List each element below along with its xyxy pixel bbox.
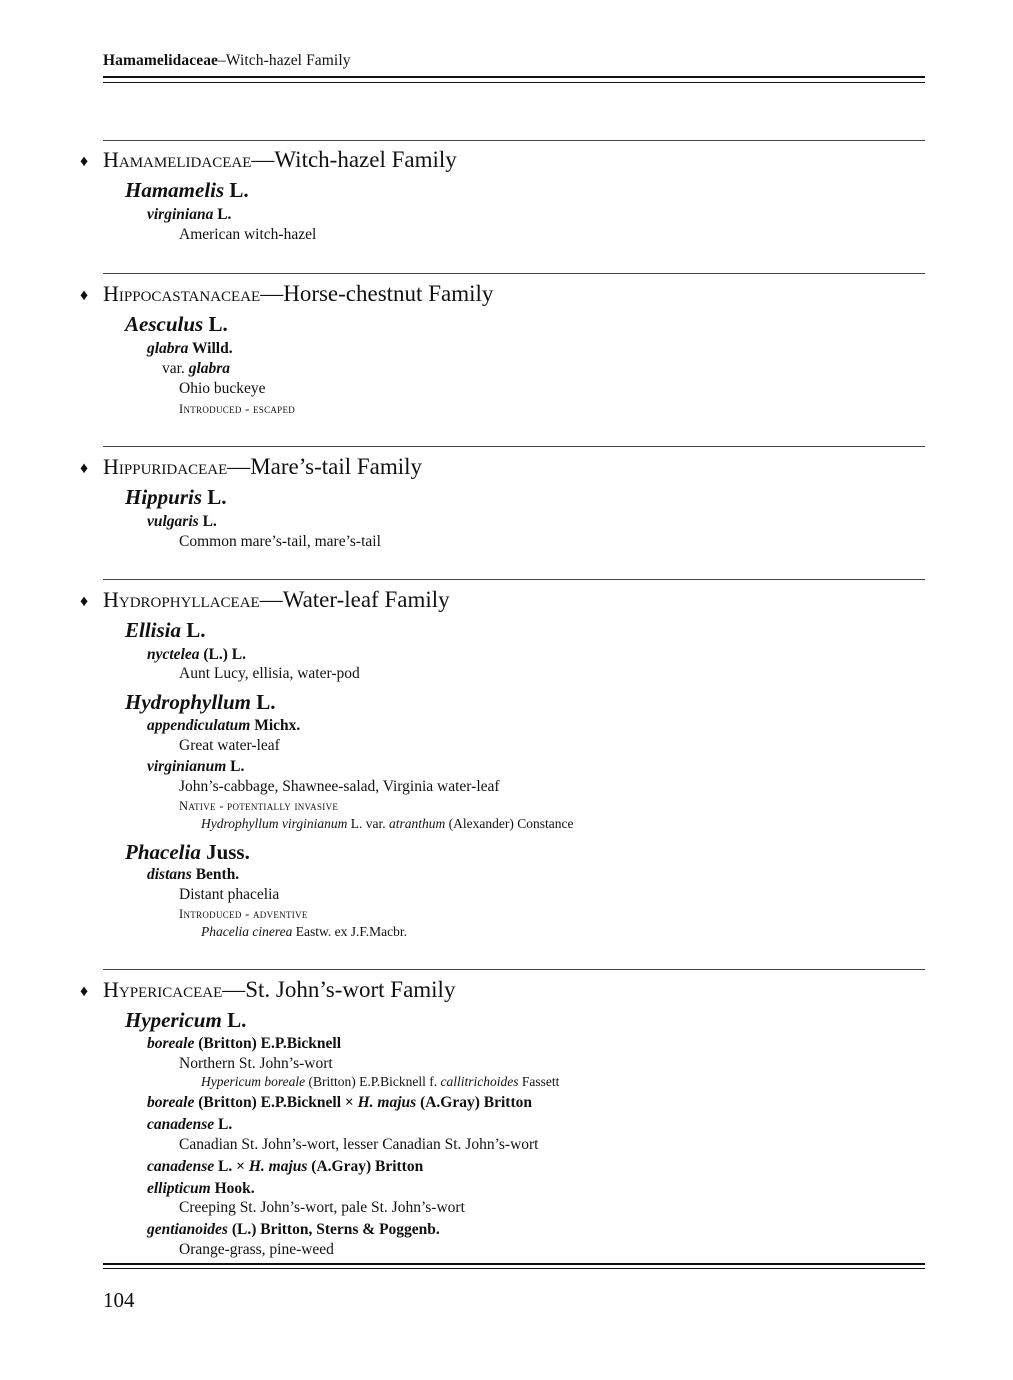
hybrid-parent-author: (A.Gray) Britton [416, 1094, 532, 1111]
species-author: Willd. [188, 340, 233, 357]
hybrid-parent-name: H. majus [357, 1094, 417, 1111]
synonym-name: Hydrophyllum virginianum [201, 816, 348, 831]
genus-heading [125, 178, 249, 202]
species-epithet: boreale [147, 1035, 195, 1052]
family-common-name: —Water-leaf Family [259, 587, 450, 612]
species-epithet: boreale [147, 1094, 195, 1111]
species-author: Hook. [210, 1180, 255, 1197]
species-entry [147, 205, 231, 224]
species-author: L. × [214, 1158, 249, 1175]
synonym-infra-author: Fassett [518, 1074, 560, 1089]
family-common-name: —St. John’s-wort Family [222, 977, 456, 1002]
common-names: Canadian St. John’s-wort, lesser Canadian St. John’s-wort [179, 1136, 539, 1153]
species-entry [147, 645, 246, 664]
genus-heading [125, 312, 228, 336]
synonym-name: Hypericum boreale [201, 1074, 306, 1089]
hybrid-parent-author: (A.Gray) Britton [307, 1158, 424, 1175]
synonym-infra-name: callitrichoides [440, 1074, 519, 1089]
genus-name: Aesculus [125, 312, 204, 336]
family-heading [103, 976, 455, 1004]
species-author: (L.) Britton, Sterns & Poggenb. [227, 1221, 440, 1238]
common-names: Great water-leaf [179, 737, 280, 754]
status-note [179, 798, 338, 814]
common-names: Aunt Lucy, ellisia, water-pod [179, 665, 360, 682]
species-epithet: vulgaris [147, 513, 199, 530]
genus-heading [125, 618, 206, 642]
species-entry [147, 1093, 532, 1112]
species-entry [147, 339, 233, 358]
running-head-common: –Witch-hazel Family [218, 52, 351, 69]
species-entry [147, 716, 300, 735]
running-head-family: Hamamelidaceae [103, 52, 219, 69]
family-divider [103, 273, 925, 274]
synonym-author: L. var. [347, 816, 389, 831]
genus-author: L. [224, 178, 249, 202]
species-epithet: gentianoides [147, 1221, 228, 1238]
species-epithet: canadense [147, 1158, 215, 1175]
species-epithet: virginianum [147, 758, 227, 775]
species-entry [147, 1115, 232, 1134]
common-names: Creeping St. John’s-wort, pale St. John’s-wort [179, 1199, 465, 1216]
diamond-bullet-icon: ♦ [80, 287, 89, 304]
synonym-author: (Britton) E.P.Bicknell f. [305, 1074, 441, 1089]
species-author: L. [213, 206, 232, 223]
species-epithet: nyctelea [147, 646, 200, 663]
status-text: Native - potentially invasive [179, 799, 339, 813]
genus-heading [125, 1008, 246, 1032]
species-epithet: glabra [147, 340, 189, 357]
genus-heading [125, 485, 227, 509]
species-entry [147, 1179, 255, 1198]
status-note [179, 906, 308, 922]
genus-name: Hydrophyllum [125, 690, 252, 714]
species-author: (L.) L. [199, 646, 247, 663]
family-divider [103, 140, 925, 141]
synonym-author: Eastw. ex J.F.Macbr. [292, 924, 407, 939]
diamond-bullet-icon: ♦ [80, 593, 89, 610]
common-names: Orange-grass, pine-weed [179, 1241, 334, 1258]
family-divider [103, 446, 925, 447]
genus-author: L. [202, 485, 227, 509]
species-entry [147, 1034, 341, 1053]
family-name: Hypericaceae [103, 977, 223, 1002]
diamond-bullet-icon: ♦ [80, 153, 89, 170]
species-epithet: canadense [147, 1116, 215, 1133]
species-entry [147, 1220, 440, 1239]
genus-heading [125, 690, 276, 714]
page-number: 104 [103, 1288, 135, 1312]
genus-name: Phacelia [125, 840, 201, 864]
species-epithet: distans [147, 866, 192, 883]
family-heading [103, 586, 450, 614]
synonym-infra-name: atranthum [388, 816, 446, 831]
common-names: American witch-hazel [179, 226, 317, 243]
genus-name: Hamamelis [125, 178, 225, 202]
family-name: Hydrophyllaceae [103, 587, 260, 612]
status-note [179, 401, 295, 417]
species-author: L. [214, 1116, 233, 1133]
running-head [103, 52, 351, 70]
header-double-rule [103, 76, 925, 83]
variety-rank: var. [162, 360, 189, 377]
common-names: John’s-cabbage, Shawnee-salad, Virginia water-leaf [179, 778, 500, 795]
species-entry [147, 757, 244, 776]
synonym-entry [201, 923, 407, 940]
genus-author: Juss. [200, 840, 250, 864]
genus-author: L. [203, 312, 228, 336]
family-divider [103, 969, 925, 970]
synonym-entry [201, 815, 573, 832]
family-common-name: —Mare’s-tail Family [227, 454, 423, 479]
species-author: Benth. [191, 866, 240, 883]
species-epithet: appendiculatum [147, 717, 251, 734]
footer-double-rule [103, 1263, 925, 1269]
family-name: Hamamelidaceae [103, 147, 252, 172]
family-divider [103, 579, 925, 580]
species-epithet: ellipticum [147, 1180, 211, 1197]
species-epithet: virginiana [147, 206, 214, 223]
variety-entry [162, 359, 230, 378]
family-name: Hippuridaceae [103, 454, 228, 479]
common-names: Northern St. John’s-wort [179, 1055, 333, 1072]
family-common-name: —Horse-chestnut Family [260, 281, 494, 306]
species-entry [147, 865, 239, 884]
genus-heading [125, 840, 250, 864]
family-common-name: —Witch-hazel Family [251, 147, 457, 172]
genus-author: L. [221, 1008, 247, 1032]
diamond-bullet-icon: ♦ [80, 460, 89, 477]
status-text: Introduced - adventive [179, 907, 308, 921]
common-names: Ohio buckeye [179, 380, 266, 397]
genus-name: Hippuris [125, 485, 203, 509]
hybrid-parent-name: H. majus [248, 1158, 308, 1175]
family-heading [103, 146, 457, 174]
family-heading [103, 453, 422, 481]
species-entry [147, 512, 217, 531]
species-entry [147, 1157, 423, 1176]
synonym-entry [201, 1073, 559, 1090]
common-names: Distant phacelia [179, 886, 280, 903]
synonym-infra-author: (Alexander) Constance [445, 816, 574, 831]
species-author: L. [198, 513, 217, 530]
genus-name: Hypericum [125, 1008, 222, 1032]
common-names: Common mare’s-tail, mare’s-tail [179, 533, 381, 550]
diamond-bullet-icon: ♦ [80, 983, 89, 1000]
variety-epithet: glabra [188, 360, 231, 377]
genus-author: L. [251, 690, 276, 714]
genus-name: Ellisia [125, 618, 182, 642]
species-author: L. [226, 758, 245, 775]
family-heading [103, 280, 493, 308]
species-author: (Britton) E.P.Bicknell [194, 1035, 342, 1052]
species-author: Michx. [250, 717, 301, 734]
family-name: Hippocastanaceae [103, 281, 261, 306]
synonym-name: Phacelia cinerea [201, 924, 293, 939]
status-text: Introduced - escaped [179, 402, 296, 416]
genus-author: L. [181, 618, 206, 642]
species-author: (Britton) E.P.Bicknell × [194, 1094, 358, 1111]
